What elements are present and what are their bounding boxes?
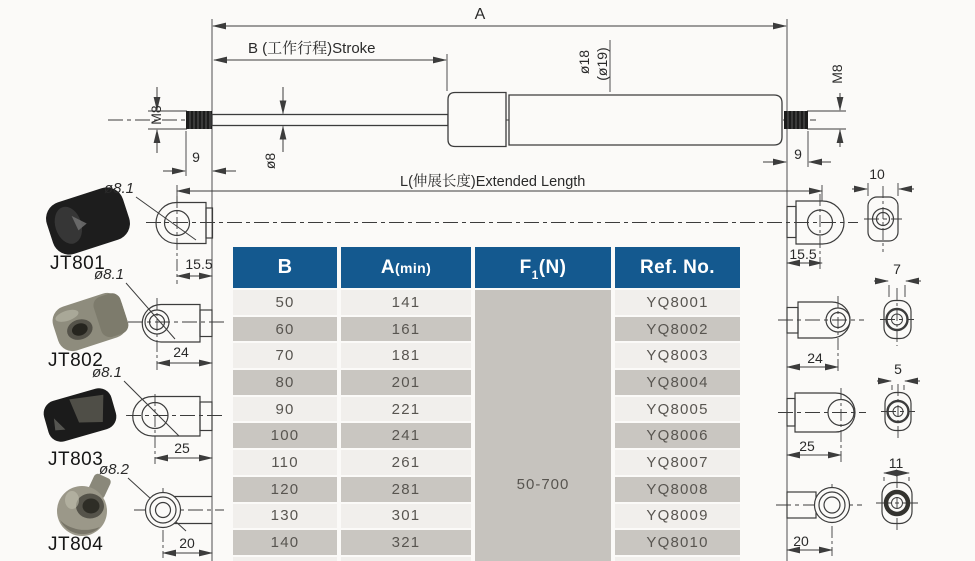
table-cell-ref: YQ8004 [615, 370, 740, 395]
fitting-jt802-photo [49, 289, 132, 355]
partial-row-cell [233, 557, 337, 561]
table-cell-ref: YQ8010 [615, 530, 740, 555]
right-fitting-4-side-dim: 20 [793, 533, 809, 549]
right-fitting-1-side-dim: 15.5 [789, 246, 817, 262]
thread-right-label: M8 [829, 64, 845, 84]
cylinder-head [448, 93, 506, 147]
right-fitting-1-front-dim: 10 [869, 166, 885, 182]
table-cell-ref: YQ8006 [615, 423, 740, 448]
column-header-a-min: A (min) [341, 247, 471, 288]
right-fitting-4-front-dim: 11 [888, 455, 904, 471]
table-cell-ref: YQ8005 [615, 397, 740, 422]
fitting-jt803-dim-label: 25 [174, 440, 190, 456]
partial-row-cell [615, 557, 740, 561]
table-cell-b: 50 [233, 290, 337, 315]
table-cell-ref: YQ8008 [615, 477, 740, 502]
table-cell-a: 141 [341, 290, 471, 315]
table-cell-a: 201 [341, 370, 471, 395]
table-cell-b: 70 [233, 343, 337, 368]
column-header-f1n: F 1 (N) [475, 247, 611, 288]
table-cell-ref: YQ8009 [615, 504, 740, 529]
fitting-jt804-dia-label: ø8.2 [99, 461, 130, 478]
right-fitting-3-front-dim: 5 [894, 361, 902, 377]
table-cell-ref: YQ8003 [615, 343, 740, 368]
right-fitting-2-front-dim: 7 [893, 261, 901, 277]
partial-row-cell [341, 557, 471, 561]
fitting-jt804-label: JT804 [48, 534, 104, 555]
fitting-jt801-dim-label: 15.5 [185, 256, 213, 272]
column-header-ref-no: Ref. No. [615, 247, 740, 288]
dim-a-label: A [474, 6, 486, 23]
table-cell-a: 281 [341, 477, 471, 502]
table-cell-a: 221 [341, 397, 471, 422]
table-cell-a: 181 [341, 343, 471, 368]
cylinder-body [509, 95, 782, 145]
table-cell-a: 301 [341, 504, 471, 529]
f1-value: 50-700 [516, 476, 570, 493]
table-cell-b: 90 [233, 397, 337, 422]
body-dia-label-2: (ø19) [594, 47, 610, 81]
fitting-jt802-label: JT802 [48, 350, 104, 371]
body-dia-label-1: ø18 [576, 49, 592, 75]
table-cell-a: 161 [341, 317, 471, 342]
spec-table [233, 247, 740, 561]
fitting-jt804-photo [57, 473, 112, 536]
right-fitting-3-side-dim: 25 [799, 438, 815, 454]
piston-rod [212, 115, 448, 126]
table-cell-b: 80 [233, 370, 337, 395]
table-cell-b: 100 [233, 423, 337, 448]
right-fitting-2-side-dim: 24 [807, 350, 823, 366]
fitting-jt804-dim-label: 20 [179, 535, 195, 551]
dim-b-label: B (工作行程)Stroke [248, 40, 376, 57]
fitting-jt802-dia-label: ø8.1 [94, 266, 125, 283]
fitting-jt801-dia-label: ø8.1 [104, 180, 135, 197]
fitting-jt803-dia-label: ø8.1 [92, 364, 123, 381]
table-cell-b: 130 [233, 504, 337, 529]
table-cell-b: 110 [233, 450, 337, 475]
table-cell-b: 140 [233, 530, 337, 555]
table-cell-ref: YQ8001 [615, 290, 740, 315]
table-cell-ref: YQ8007 [615, 450, 740, 475]
table-cell-a: 321 [341, 530, 471, 555]
fitting-jt802-dim-label: 24 [173, 344, 189, 360]
table-cell-a: 241 [341, 423, 471, 448]
thread-len-left-label: 9 [192, 149, 200, 165]
table-cell-b: 60 [233, 317, 337, 342]
table-cell-b: 120 [233, 477, 337, 502]
fitting-jt801-label: JT801 [50, 253, 106, 274]
rod-dia-label: ø8 [262, 152, 278, 170]
table-cell-ref: YQ8002 [615, 317, 740, 342]
table-cell-a: 261 [341, 450, 471, 475]
left-fitting-drawings [133, 203, 213, 528]
gas-spring-drawing [186, 93, 808, 147]
f1-merged-cell [475, 290, 611, 561]
thread-len-right-label: 9 [794, 146, 802, 162]
dim-l-label: L(伸展长度)Extended Length [400, 174, 586, 190]
column-header-b: B [233, 247, 337, 288]
thread-left-label: M8 [148, 105, 164, 125]
fitting-jt803-label: JT803 [48, 449, 104, 470]
fitting-jt803-photo [41, 385, 120, 445]
